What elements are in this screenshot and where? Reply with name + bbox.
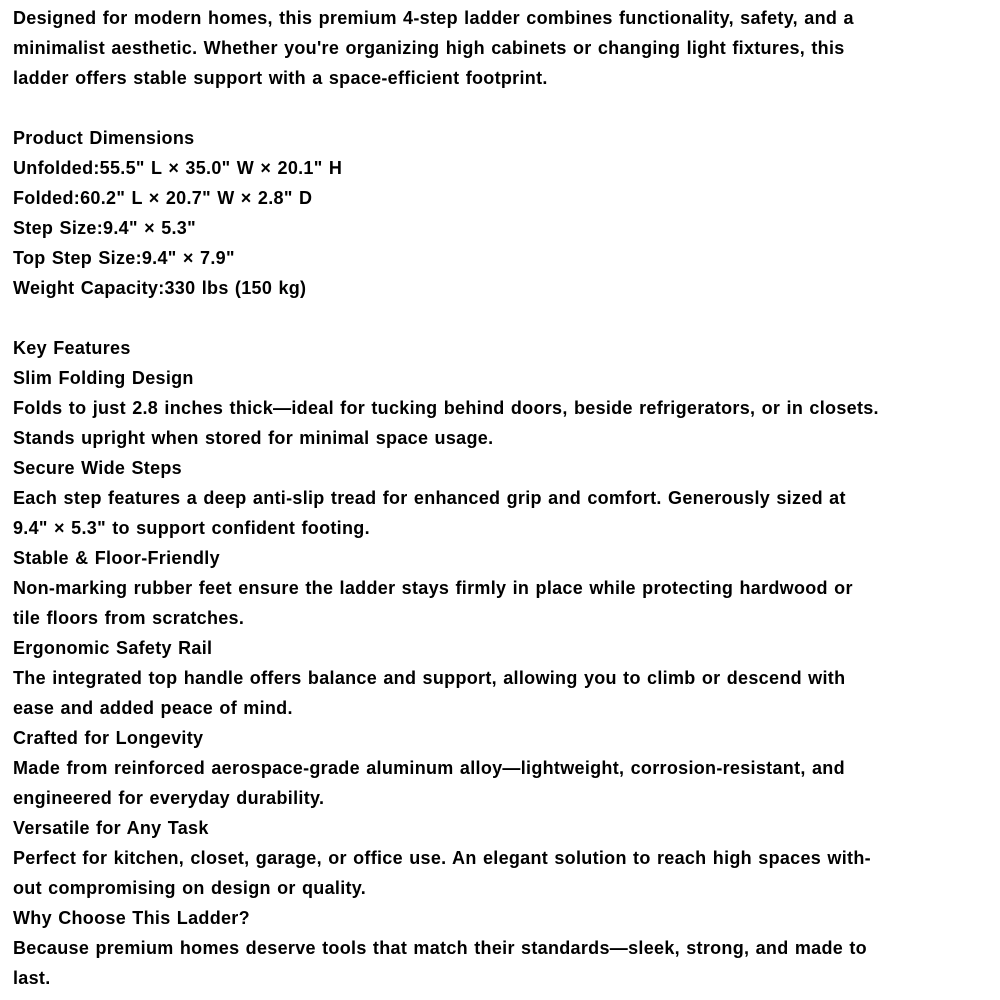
intro-paragraph — [13, 3, 972, 93]
product-dimensions-specs — [13, 153, 972, 303]
feature-title: Stable & Floor-Friendly — [13, 548, 220, 568]
intro-line: ladder offers stable support with a space-efficient footprint. — [13, 68, 548, 88]
feature-description-line: Made from reinforced aerospace-grade aluminum alloy—lightweight, corrosion-resistant, and — [13, 758, 845, 778]
dimension-spec-line: Top Step Size:9.4" × 7.9" — [13, 248, 235, 268]
product-dimensions-heading: Product Dimensions — [13, 128, 195, 148]
feature-title: Versatile for Any Task — [13, 818, 209, 838]
key-features-section — [13, 333, 972, 993]
dimension-spec-line: Step Size:9.4" × 5.3" — [13, 218, 196, 238]
intro-paragraph-lines — [13, 3, 972, 93]
dimension-spec-line: Weight Capacity:330 lbs (150 kg) — [13, 278, 307, 298]
intro-line: Designed for modern homes, this premium 4-step ladder combines functionality, safety, and a — [13, 8, 854, 28]
feature-title: Secure Wide Steps — [13, 458, 182, 478]
key-features-heading: Key Features — [13, 338, 131, 358]
feature-description-line: The integrated top handle offers balance and support, allowing you to climb or descend with — [13, 668, 846, 688]
dimension-spec-line: Folded:60.2" L × 20.7" W × 2.8" D — [13, 188, 313, 208]
feature-description-line: Non-marking rubber feet ensure the ladder stays firmly in place while protecting hardwood or — [13, 578, 853, 598]
dimension-spec-line: Unfolded:55.5" L × 35.0" W × 20.1" H — [13, 158, 343, 178]
intro-line: minimalist aesthetic. Whether you're organizing high cabinets or changing light fixtures, this — [13, 38, 845, 58]
feature-description-line: out compromising on design or quality. — [13, 878, 367, 898]
feature-title: Ergonomic Safety Rail — [13, 638, 213, 658]
feature-description-line: Perfect for kitchen, closet, garage, or office use. An elegant solution to reach high spaces with- — [13, 848, 871, 868]
feature-title: Slim Folding Design — [13, 368, 194, 388]
feature-description-line: last. — [13, 968, 51, 988]
feature-description-line: Because premium homes deserve tools that match their standards—sleek, strong, and made to — [13, 938, 867, 958]
feature-description-line: Each step features a deep anti-slip tread for enhanced grip and comfort. Generously sized at — [13, 488, 846, 508]
feature-description-line: Stands upright when stored for minimal space usage. — [13, 428, 494, 448]
key-features-items — [13, 363, 972, 993]
feature-description-line: engineered for everyday durability. — [13, 788, 325, 808]
feature-title: Crafted for Longevity — [13, 728, 204, 748]
product-dimensions-section — [13, 123, 972, 303]
feature-title: Why Choose This Ladder? — [13, 908, 250, 928]
feature-description-line: Folds to just 2.8 inches thick—ideal for tucking behind doors, beside refrigerators, or in closets. — [13, 398, 879, 418]
feature-description-line: ease and added peace of mind. — [13, 698, 293, 718]
feature-description-line: 9.4" × 5.3" to support confident footing. — [13, 518, 370, 538]
feature-description-line: tile floors from scratches. — [13, 608, 245, 628]
